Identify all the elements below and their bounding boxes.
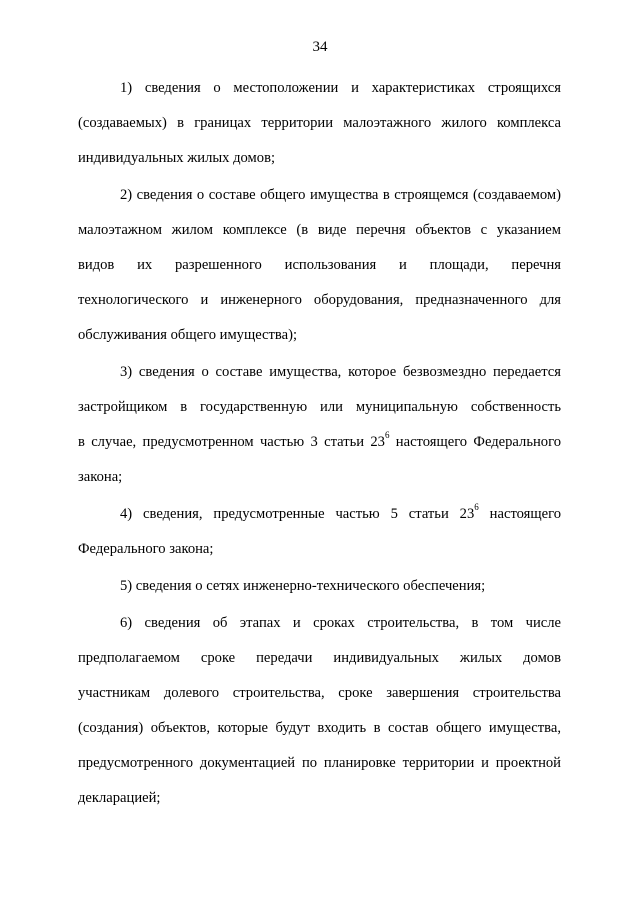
text-line: [78, 460, 561, 495]
text-line: [78, 425, 561, 460]
text-line: [78, 178, 561, 213]
line-text: технологического и инженерного оборудования, предназначенного для: [78, 292, 561, 308]
text-line: [78, 355, 561, 390]
line-text: 1) сведения о местоположении и характеристиках строящихся: [120, 80, 561, 96]
text-line: [78, 606, 561, 641]
line-text-continued: настоящего Федерального: [389, 434, 562, 450]
document-body: [78, 71, 561, 818]
text-line: [78, 248, 561, 283]
list-item-paragraph: [78, 569, 561, 606]
line-text: 4) сведения, предусмотренные частью 5 статьи 23: [120, 506, 475, 522]
line-text: индивидуальных жилых домов;: [78, 150, 276, 166]
line-text: 2) сведения о составе общего имущества в строящемся (создаваемом): [120, 187, 561, 203]
text-line: [78, 141, 561, 176]
text-line: [78, 71, 561, 106]
text-line: [78, 569, 561, 604]
page-number: 34: [312, 39, 328, 55]
line-text: 6) сведения об этапах и сроках строительства, в том числе: [120, 615, 561, 631]
article-superscript: 6: [384, 430, 390, 441]
text-line: [78, 781, 561, 816]
line-text: декларацией;: [78, 790, 161, 806]
text-line: [78, 641, 561, 676]
text-line: [78, 283, 561, 318]
line-text: обслуживания общего имущества);: [78, 327, 298, 343]
line-text: 3) сведения о составе имущества, которое безвозмездно передается: [120, 364, 561, 380]
line-text: 5) сведения о сетях инженерно-технического обеспечения;: [120, 578, 486, 594]
list-item-paragraph: [78, 606, 561, 818]
text-line: [78, 711, 561, 746]
list-item-paragraph: [78, 178, 561, 355]
line-text: (создания) объектов, которые будут входить в состав общего имущества,: [78, 720, 561, 736]
text-line: [78, 318, 561, 353]
line-text: застройщиком в государственную или муниципальную собственность: [78, 399, 561, 415]
text-line: [78, 676, 561, 711]
text-line: [78, 532, 561, 567]
line-text-continued: настоящего: [478, 506, 561, 522]
text-line: [78, 497, 561, 532]
line-text: малоэтажном жилом комплексе (в виде перечня объектов с указанием: [78, 222, 561, 238]
article-superscript: 6: [474, 502, 479, 513]
line-text: видов их разрешенного использования и площади, перечня: [78, 257, 561, 273]
line-text: предполагаемом сроке передачи индивидуальных жилых домов: [78, 650, 561, 666]
list-item-paragraph: [78, 71, 561, 178]
list-item-paragraph: [78, 355, 561, 497]
text-line: [78, 213, 561, 248]
text-line: [78, 106, 561, 141]
text-line: [78, 390, 561, 425]
line-text: Федерального закона;: [78, 541, 214, 557]
line-text: в случае, предусмотренном частью 3 статьи 23: [78, 434, 385, 450]
line-text: участникам долевого строительства, сроке завершения строительства: [78, 685, 561, 701]
line-text: закона;: [78, 469, 123, 485]
text-line: [78, 746, 561, 781]
list-item-paragraph: [78, 497, 561, 569]
line-text: (создаваемых) в границах территории малоэтажного жилого комплекса: [78, 115, 561, 131]
line-text: предусмотренного документацией по планировке территории и проектной: [78, 755, 561, 771]
